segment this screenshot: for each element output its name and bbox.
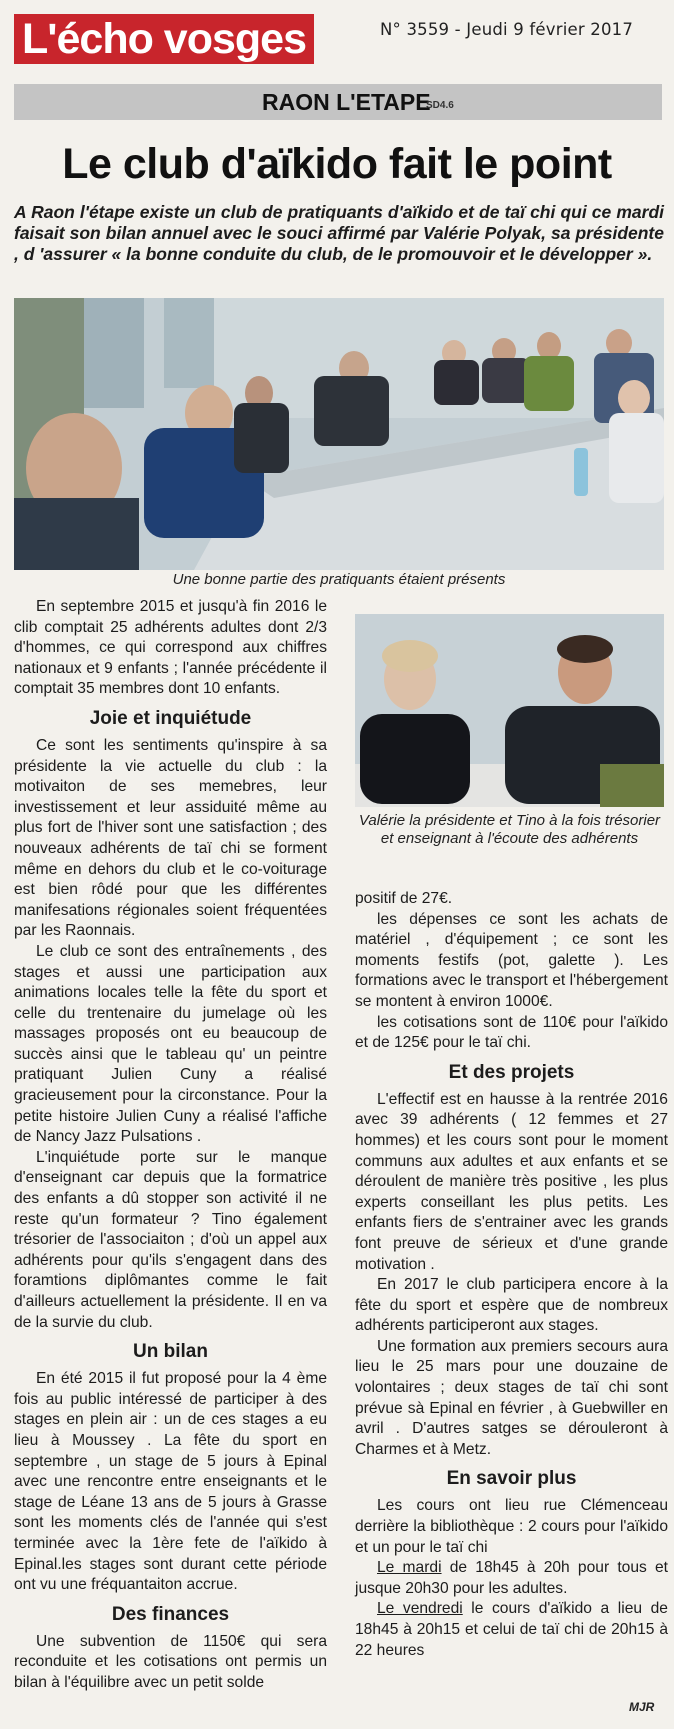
- portrait-photo: [355, 614, 664, 807]
- section-bar: [14, 84, 662, 120]
- paragraph: les cotisations sont de 110€ pour l'aïkido et de 125€ pour le taï chi.: [355, 1013, 668, 1052]
- lead-paragraph: A Raon l'étape existe un club de pratiquants d'aïkido et de taï chi qui ce mardi faisait son bilan annuel avec le souci affirmé par Valérie Polyak, sa présidente , d 'assurer « la bonne conduite du club, de le promouvoir et le développer ».: [14, 202, 664, 264]
- newspaper-logo: L'écho vosges: [14, 14, 314, 64]
- schedule-tuesday: [355, 1558, 668, 1599]
- subheading-bilan: Un bilan: [133, 1341, 208, 1363]
- article-column-1: [14, 597, 327, 1694]
- group-photo-caption: Une bonne partie des pratiquants étaient présents: [172, 571, 506, 588]
- paragraph: En été 2015 il fut proposé pour la 4 ème fois au public intéressé de participer à des stages en plein air : un de ces stages a eu lieu à Moussey . La fête du sport en septembre , un stage de 5 jours à Epinal avec une rencontre entre enseignants et le stage de Léane 13 ans de 5 jours à Grasse sont les moments clés de l'année qui s'est terminée avec la 1ère fete de l'aïkido à Epinal.les stages sont durant cette période ont vu une fréquantaiton accrue.: [14, 1370, 327, 1594]
- section-code: SD4.6: [426, 100, 454, 111]
- group-photo: [14, 298, 664, 570]
- friday-text: le cours d'aïkido a lieu de 18h45 à 20h15 et celui de taï chi de 20h15 à 22 heures: [355, 1600, 668, 1659]
- subheading-projets: Et des projets: [448, 1061, 575, 1083]
- schedule-friday: [355, 1599, 668, 1661]
- paragraph: En 2017 le club participera encore à la fête du sport et espère que de nombreux adhérents participeront aux stages.: [355, 1276, 668, 1335]
- paragraph: Une subvention de 1150€ qui sera reconduite et les cotisations ont permis un bilan à l'équilibre avec un petit solde: [14, 1632, 327, 1691]
- friday-label: Le vendredi: [377, 1600, 463, 1618]
- paragraph: L'inquiétude porte sur le manque d'enseignant car depuis que la formatrice des enfants a dû stopper son activité il ne reste qu'un formateur ? Tino également trésorier de l'associaiton ; d'où un appel aux adhérents pour qu'ils s'engagent dans des foramtions diplômantes comme le fait d'ailleurs actuellement la présidente. Il en va de la survie du club.: [14, 1148, 327, 1331]
- paragraph: Les cours ont lieu rue Clémenceau derrière la bibliothèque : 2 cours pour l'aïkido et un pour le taï chi: [355, 1497, 668, 1556]
- portrait-photo-caption: Valérie la présidente et Tino à la fois trésorier et enseignant à l'écoute des adhérents: [358, 812, 661, 847]
- tuesday-label: Le mardi: [377, 1559, 442, 1577]
- subheading-finances: Des finances: [111, 1603, 230, 1625]
- author-signature: MJR: [629, 1700, 655, 1714]
- group-photo-illustration: [14, 298, 664, 570]
- paragraph: positif de 27€.: [355, 890, 453, 907]
- headline: Le club d'aïkido fait le point: [62, 140, 612, 188]
- paragraph: L'effectif est en hausse à la rentrée 2016 avec 39 adhérents ( 12 femmes et 27 hommes) et les cours sont pour le moment communs aux adultes et aux enfants et se déroulent de manière très positive , les plus experts conseillant les plus petits. Les enfants fiers de s'entrainer avec les grands font preuve de sérieux et d'une grande motivation .: [355, 1090, 668, 1273]
- intro-paragraph: En septembre 2015 et jusqu'à fin 2016 le clib comptait 25 adhérents adultes dont 2/3 d'hommes, ce qui correspond aux chiffres nationaux et 9 enfants ; l'année précédente il comptait 35 membres dont 10 enfants.: [14, 598, 327, 698]
- portrait-photo-illustration: [355, 614, 664, 807]
- tuesday-text: de 18h45 à 20h pour tous et jusque 20h30 pour les adultes.: [355, 1559, 669, 1597]
- paragraph: Ce sont les sentiments qu'inspire à sa présidente la vie actuelle du club : la motivaiton de ses memebres, leur investissement et leur assiduité même au plus fort de l'hiver sont une satisfaction ; des nouveaux adhérents de taï chi se forment même en dehors du club et le co-voiturage est bien rôdé pour que les différentes manifesations régionales soient fréquentées par les Raonnais.: [14, 736, 327, 940]
- section-name: RAON L'ETAPE: [262, 89, 431, 115]
- subheading-savoir: En savoir plus: [446, 1468, 577, 1490]
- paragraph: les dépenses ce sont les achats de matériel , d'équipement ; ce sont les moments festifs (pot, galette ). Les formations avec le transport et l'hébergement se montent à environ 1000€.: [355, 910, 668, 1010]
- issue-info: N° 3559 - Jeudi 9 février 2017: [380, 20, 634, 39]
- paragraph: Une formation aux premiers secours aura lieu le 25 mars pour une douzaine de volontaires ; deux stages de taï chi sont prévue sà Epinal en février , à Guebwiller en avril . D'autres satges se dérouleront à Charmes et à Metz.: [355, 1337, 668, 1458]
- masthead: [14, 14, 332, 66]
- subheading-joie: Joie et inquiétude: [89, 707, 252, 729]
- paragraph: Le club ce sont des entraînements , des stages et aussi une participation aux animations locales telle la fête du sport et celle du trentenaire du jumelage où les massages proposés ont eu beaucoup de succès ainsi que le tableau qu' un peintre pratiquant Julien Cuny a réalisé gracieusement pour la circonstance. Pour la petite histoire Julien Cuny a réalisé l'affiche de Nancy Jazz Pulsations .: [14, 942, 327, 1146]
- article-column-2: [355, 889, 668, 1661]
